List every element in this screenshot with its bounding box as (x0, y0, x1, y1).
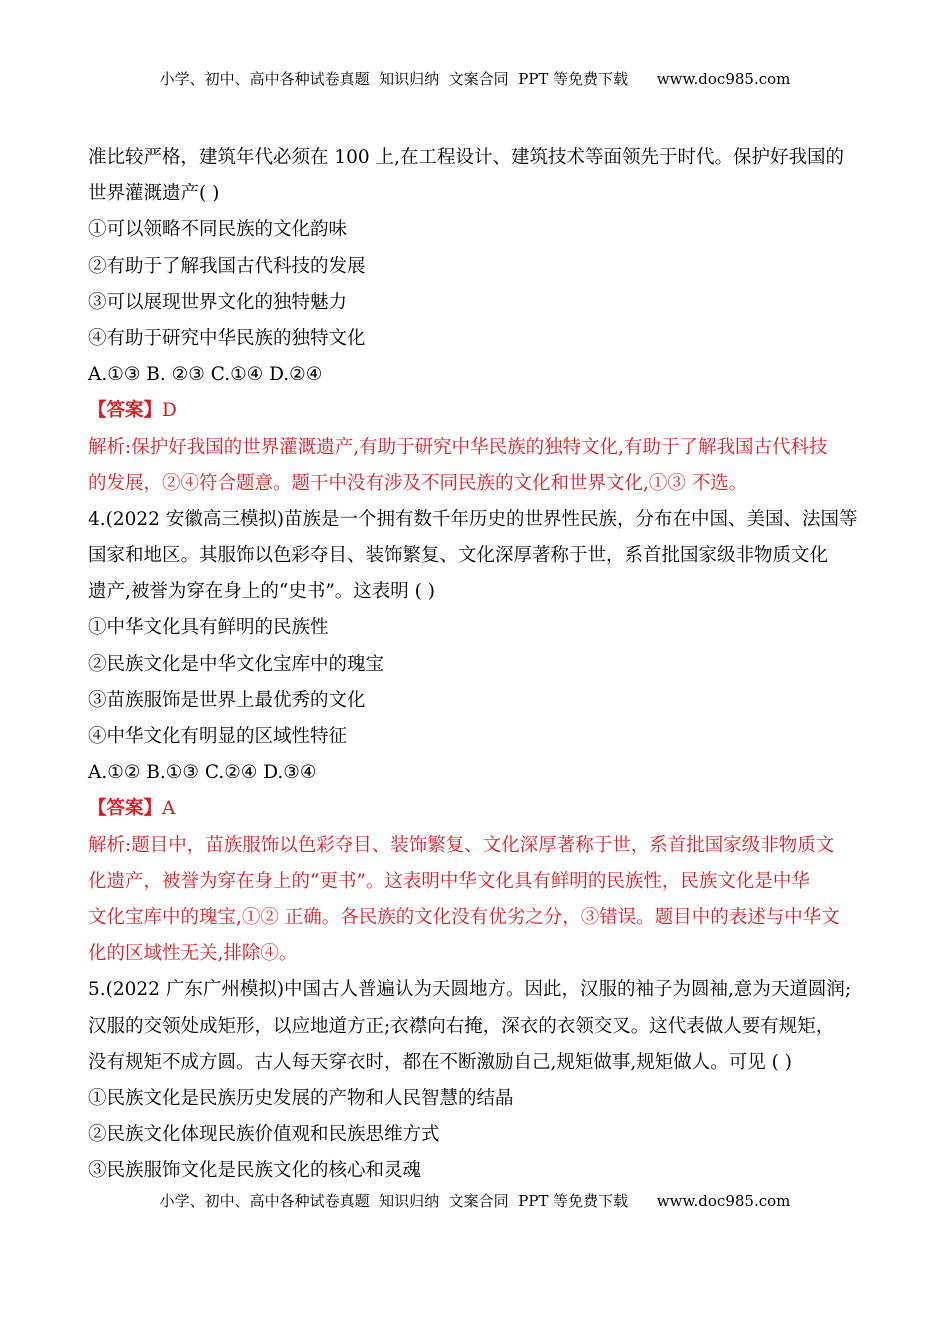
q5-stem-line-1: 5.(2022 广东广州模拟)中国古人普遍认为天圆地方。因此，汉服的袖子为圆袖,意为天道圆润; (88, 979, 852, 1001)
q3-analysis-line-2: 的发展，②④符合题意。题干中没有涉及不同民族的文化和世界文化,①③ 不选。 (88, 472, 748, 494)
q4-analysis-line-4: 化的区域性无关,排除④。 (88, 943, 298, 965)
q4-stem-line-1: 4.(2022 安徽高三模拟)苗族是一个拥有数千年历史的世界性民族，分布在中国、美国、法国等 (88, 508, 858, 530)
q4-option-3: ③苗族服饰是世界上最优秀的文化 (88, 689, 366, 711)
q4-choices: A.①② B.①③ C.②④ D.③④ (88, 762, 317, 784)
q3-option-1: ①可以领略不同民族的文化韵味 (88, 219, 348, 241)
q5-option-3: ③民族服饰文化是民族文化的核心和灵魂 (88, 1160, 422, 1182)
q5-stem-line-3: 没有规矩不成方圆。古人每天穿衣时，都在不断激励自己,规矩做事,规矩做人。可见 ( ) (88, 1051, 792, 1073)
q4-analysis-line-3: 文化宝库中的瑰宝,①② 正确。各民族的文化没有优劣之分，③错误。题目中的表述与中华文 (88, 906, 840, 928)
q3-option-3: ③可以展现世界文化的独特魅力 (88, 291, 348, 313)
answer-label: 【答案】 (88, 798, 163, 820)
q3-stem-line-1: 准比较严格，建筑年代必须在 100 上,在工程设计、建筑技术等面领先于时代。保护好我国的 (88, 147, 844, 168)
q3-option-4: ④有助于研究中华民族的独特文化 (88, 327, 366, 349)
q4-stem-line-3: 遗产,被誉为穿在身上的“史书”。这表明 ( ) (88, 581, 435, 603)
answer-value: A (162, 798, 176, 820)
q3-stem-line-2: 世界灌溉遗产( ) (88, 183, 220, 205)
q4-option-2: ②民族文化是中华文化宝库中的瑰宝 (88, 653, 385, 675)
q5-option-2: ②民族文化体现民族价值观和民族思维方式 (88, 1124, 440, 1146)
q4-analysis-line-1: 解析:题目中，苗族服饰以色彩夺目、装饰繁复、文化深厚著称于世，系首批国家级非物质文 (88, 834, 835, 856)
q4-option-1: ①中华文化具有鲜明的民族性 (88, 617, 329, 639)
q3-answer (88, 393, 866, 429)
answer-label: 【答案】 (88, 400, 163, 422)
q4-analysis-line-2: 化遗产，被誉为穿在身上的“更书”。这表明中华文化具有鲜明的民族性，民族文化是中华 (88, 870, 810, 892)
q3-choices: A.①③ B. ②③ C.①④ D.②④ (88, 364, 323, 386)
q3-option-2: ②有助于了解我国古代科技的发展 (88, 255, 366, 277)
q4-answer (88, 791, 866, 827)
q5-stem-line-2: 汉服的交领处成矩形，以应地道方正;衣襟向右掩，深衣的衣领交叉。这代表做人要有规矩， (88, 1015, 835, 1037)
page-footer: 小学、初中、高中各种试卷真题 知识归纳 文案合同 PPT 等免费下载 www.doc985.com (159, 1192, 791, 1210)
q4-option-4: ④中华文化有明显的区域性特征 (88, 726, 348, 747)
q4-stem-line-2: 国家和地区。其服饰以色彩夺目、装饰繁复、文化深厚著称于世，系首批国家级非物质文化 (88, 545, 829, 567)
q5-option-1: ①民族文化是民族历史发展的产物和人民智慧的结晶 (88, 1087, 514, 1109)
page-header: 小学、初中、高中各种试卷真题 知识归纳 文案合同 PPT 等免费下载 www.doc985.com (159, 70, 791, 88)
q3-analysis-line-1: 解析:保护好我国的世界灌溉遗产,有助于研究中华民族的独特文化,有助于了解我国古代科技 (88, 436, 828, 458)
answer-value: D (162, 400, 177, 422)
document-body (88, 140, 866, 1189)
